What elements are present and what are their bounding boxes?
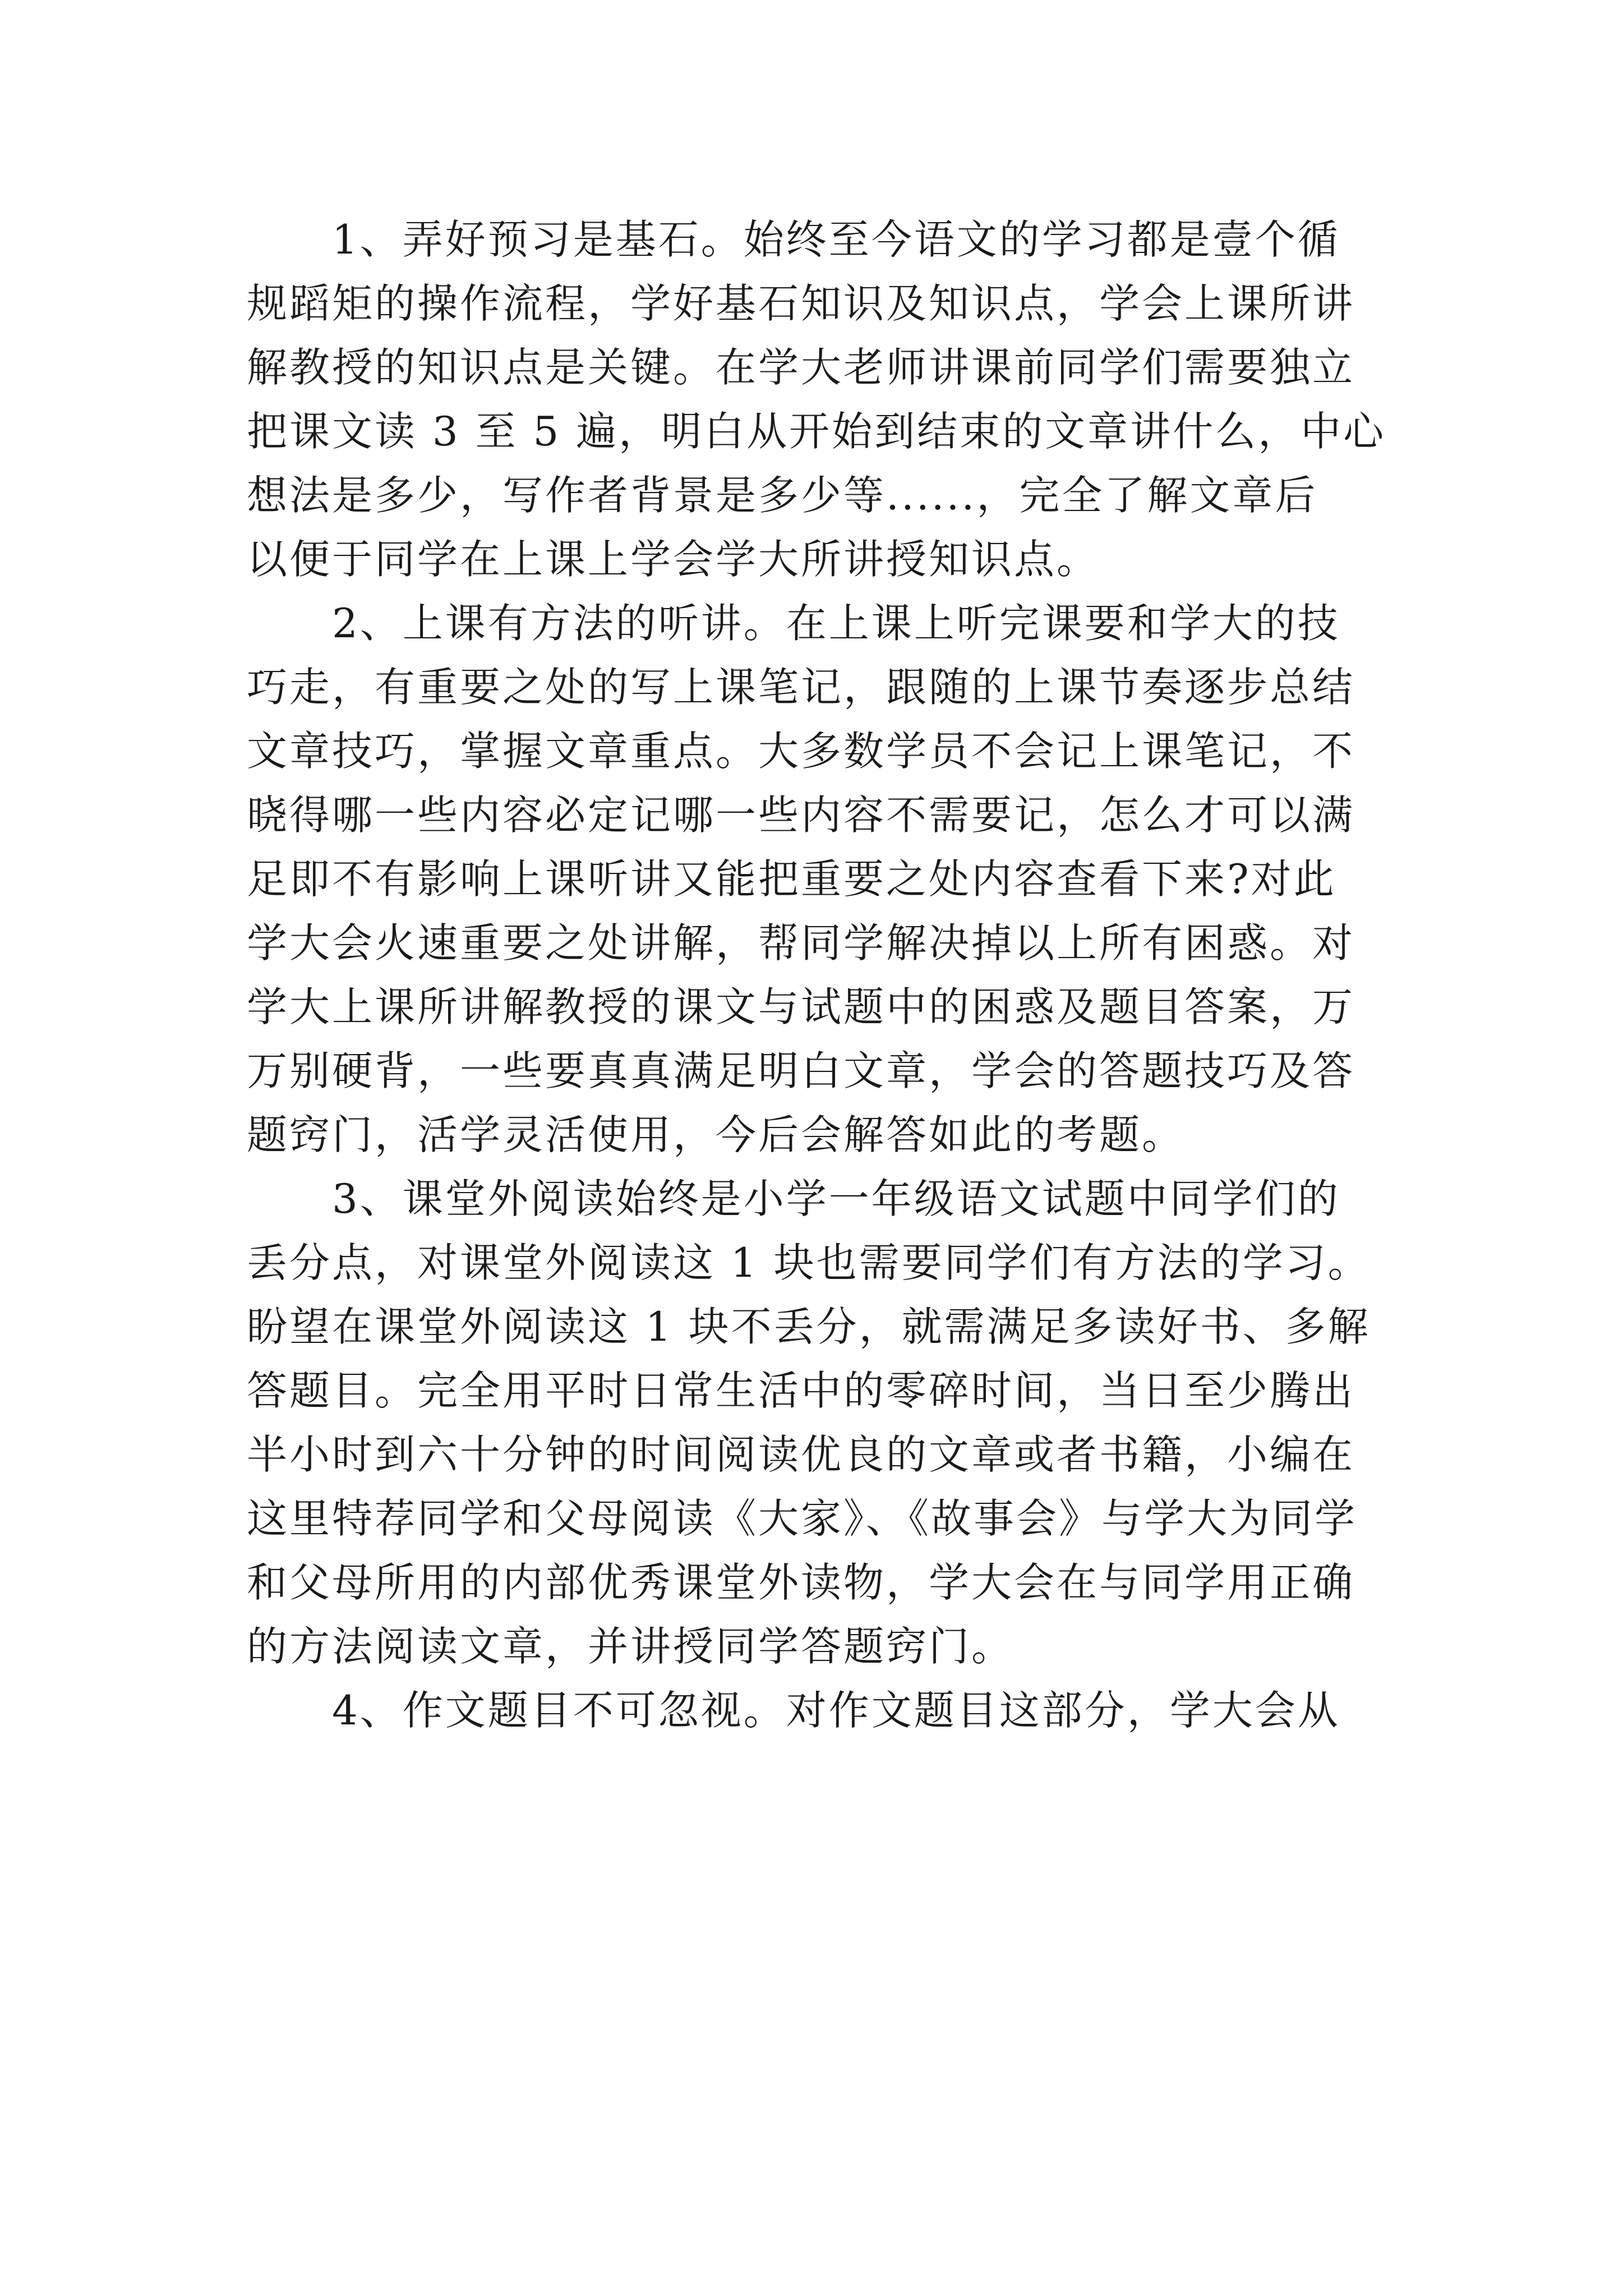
text-line: 3、课堂外阅读始终是小学一年级语文试题中同学们的	[247, 1175, 1340, 1222]
text-line: 晓得哪一些内容必定记哪一些内容不需要记，怎么才可以满	[247, 792, 1355, 839]
text-line: 4、作文题目不可忽视。对作文题目这部分，学大会从	[247, 1687, 1340, 1734]
text-line: 把课文读 3 至 5 遍，明白从开始到结束的文章讲什么，中心	[247, 408, 1386, 455]
text-line: 以便于同学在上课上学会学大所讲授知识点。	[247, 536, 1100, 583]
text-line: 2、上课有方法的听讲。在上课上听完课要和学大的技	[247, 600, 1340, 647]
text-line: 学大会火速重要之处讲解，帮同学解决掉以上所有困惑。对	[247, 919, 1355, 967]
text-line: 解教授的知识点是关键。在学大老师讲课前同学们需要独立	[247, 344, 1355, 391]
text-line: 盼望在课堂外阅读这 1 块不丢分，就需满足多读好书、多解	[247, 1303, 1371, 1350]
text-line: 和父母所用的内部优秀课堂外读物，学大会在与同学用正确	[247, 1559, 1355, 1606]
text-line: 这里特荐同学和父母阅读《大家》、《故事会》与学大为同学	[247, 1495, 1358, 1542]
text-line: 规蹈矩的操作流程，学好基石知识及知识点，学会上课所讲	[247, 280, 1355, 327]
text-line: 丢分点，对课堂外阅读这 1 块也需要同学们有方法的学习。	[247, 1239, 1371, 1286]
text-line: 1、弄好预习是基石。始终至今语文的学习都是壹个循	[247, 216, 1340, 263]
text-line: 足即不有影响上课听讲又能把重要之处内容查看下来?对此	[247, 855, 1336, 903]
document-body	[247, 208, 1402, 1742]
text-line: 答题目。完全用平时日常生活中的零碎时间，当日至少腾出	[247, 1367, 1355, 1414]
text-line: 学大上课所讲解教授的课文与试题中的困惑及题目答案，万	[247, 983, 1355, 1030]
text-line: 的方法阅读文章，并讲授同学答题窍门。	[247, 1623, 1015, 1670]
text-line: 万别硬背，一些要真真满足明白文章，学会的答题技巧及答	[247, 1047, 1355, 1094]
text-line: 巧走，有重要之处的写上课笔记，跟随的上课节奏逐步总结	[247, 664, 1355, 711]
text-line: 半小时到六十分钟的时间阅读优良的文章或者书籍，小编在	[247, 1431, 1355, 1478]
text-line: 想法是多少，写作者背景是多少等......，完全了解文章后	[247, 472, 1318, 519]
text-line: 文章技巧，掌握文章重点。大多数学员不会记上课笔记，不	[247, 728, 1355, 775]
text-line: 题窍门，活学灵活使用，今后会解答如此的考题。	[247, 1111, 1185, 1158]
